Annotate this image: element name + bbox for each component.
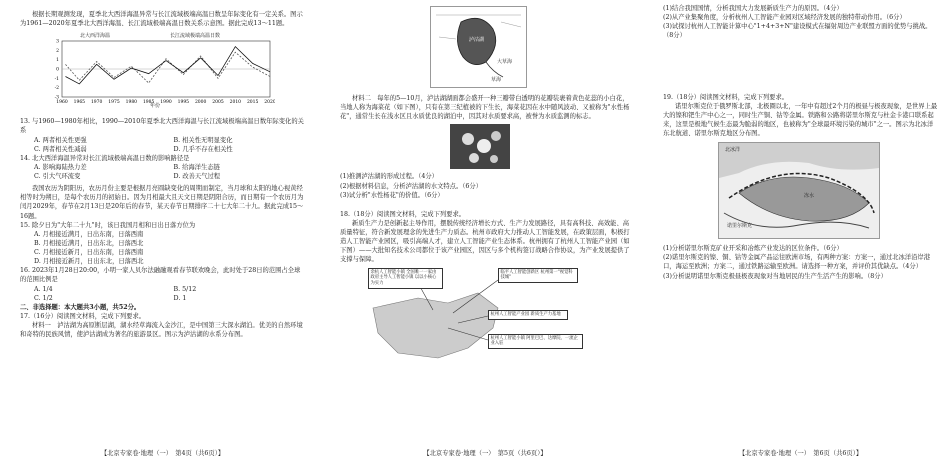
q13-opt-b[interactable]: B. 相关性无明显变化 [173,136,233,144]
q14-options [20,163,305,181]
x-tick-label: 2005 [212,100,224,106]
legend-a: 北大西洋海温 [80,33,111,40]
intro-text: 根据长期观测发现，夏季北大西洋海温异常与长江流域极端高温日数呈年际变化有一定关系。图示为1961—2020年夏季北大西洋海温、长江流域极端高温日数关系示意图。据此完成13～11题。 [20,11,303,28]
q16: 16. 2023年1月28日20:00，小明一家人贝尔法融融观看春节联欢晚会，此时处于28日的范围占全球的范围比例是 [20,267,301,284]
y-tick-label: -3 [54,95,59,101]
q16-opt-b[interactable]: B. 5/12 [173,285,197,293]
y-tick-label: 2 [56,49,59,55]
norilsk-map [718,142,880,239]
y-tick-label: -2 [54,86,59,92]
q14: 14. 北大西洋海温异常对长江流域极端高温日数的影响路径是 [20,154,190,162]
q18-2: (2)从产业集聚角度，分析杭州人工智能产业园对区域经济发展的独特带动作用。（6分） [663,14,906,22]
q15: 15. 除夕日为"大年二十九"时，该日我国月相和日出日落方位为 [20,221,196,229]
box-linping: 临平人工智能创新区 杭州第一"视觉科技城" [498,268,578,284]
passage-19: 诺里尔斯克位于俄罗斯北部，北极圈以北，一年中有超过2个月的极昼与极夜现象，是世界上最大的镍和钯生产中心之一，同时生产铜、钴等金属。铁路和公路将诺里尔斯克与杜金卡港口联系起来，这里是极地气候生态最为脆弱的地区，也被称为"全球最环境污染的城市"之一。图示为北冰洋东北航道、诺里尔斯克地区分布图。 [663,102,938,137]
x-tick-label: 1995 [177,100,190,106]
q17-2: (2)根据材料信息，分析泸沽湖的水文特点。（6分） [340,182,483,190]
q14-opt-d[interactable]: D. 改善天气过程 [173,173,221,180]
q19: 19.（18分）阅读图文材料，完成下列要求。 [663,93,789,101]
q15-opt-a[interactable]: A. 月相接近满月，日出东南，日落西南 [34,230,144,238]
box-town: 杭州人工智能小镇 阿里巴巴、达摩院、一流企业入驻 [488,334,583,350]
q17: 17.（16分）阅读图文材料，完成下列要求。 [20,312,146,320]
q17-3: (3)试分析"水性杨花"的价值。（6分） [340,191,444,199]
q18: 18.（18分）阅读图文材料，完成下列要求。 [340,210,466,218]
x-tick-label: 2000 [194,100,207,106]
map-label-lake: 泸沽湖 [469,37,485,43]
map-label-norilsk: 诺里尔斯克 [727,223,753,230]
footer-page-6: 【北京专家卷·地理（一） 第6页（共6页）】 [738,449,863,457]
q18-3: (3)试探讨杭州人工智能计算中心"1+4+3+N"建设模式在辐射周边产业联盟方面的优势与挑战。（8分） [663,23,932,40]
x-tick-label: 1970 [90,100,103,106]
y-tick-label: 1 [56,58,59,64]
page-4 [20,0,305,467]
q13-opt-c[interactable]: C. 两者相关性减弱 [34,145,87,153]
q18-1: (1)结合我国国情，分析我国大力发展新质生产力的原因。（4分） [663,5,843,12]
q14-opt-c[interactable]: C. 引大气环流变 [34,173,81,180]
q19-3: (3)分析说明诺里尔斯克极昼极夜现象对当地居民的生产生活产生的影响。（8分） [663,272,887,280]
x-tick-label: 2020 [264,100,275,106]
climate-chart [40,31,275,111]
y-tick-label: 3 [56,39,59,45]
water-flower-photo [450,124,510,169]
page-6 [663,0,938,467]
map-label-arctic: 北冰洋 [725,147,741,154]
series-line-2 [65,47,270,84]
q13-opt-d[interactable]: D. 几乎不存在相关性 [173,145,233,153]
x-tick-label: 2015 [246,100,259,106]
x-tick-label: 1980 [125,100,138,106]
page-5 [340,0,630,467]
q16-opt-c[interactable]: C. 1/2 [34,294,53,302]
q13-opt-a[interactable]: A. 两者相关性更强 [34,136,87,144]
lugu-lake-map [430,6,527,88]
y-tick-label: 0 [56,67,59,73]
q13-options [20,136,305,154]
passage-18: 新质生产力是创新起主导作用，摆脱传统经济增长方式、生产力发展路径，具有高科技、高效能、高质量特征，符合新发展理念的先进生产力质态。杭州市政府大力推动人工智能发展，在政策层面，积极打造人工智能产业园区，吸引高端人才，建立人工智能产业生态体系。杭州拥有了杭州人工智能产业园（如下图）——大批知名技术公司都位于该产业园区，因区与多个机构签订战略合作协议，为产业发展提供了支撑与保障。 [340,219,630,264]
q13: 13. 与1960—1980年相比，1990—2010年夏季北大西洋海温与长江流域极端高温日数年际变化的关系 [20,118,304,135]
map-label-outlet: 草海 [491,77,502,83]
passage-2: 我国农历为阴阳历，农历月份主要是根据月亮圆缺变化的周期而制定，当月球和太阳的地心视黄经相等时为朔日，是每个农历月的初始日。因为月相最大且天文日期是阴阳合历，而日期有一个农历月为闰月2029年，春节在2月13日是20年后的春节，某天春节日期排序二十七大年二十九。据此完成15～16题。 [20,185,304,220]
lake-map-svg [431,7,526,87]
q16-opt-d[interactable]: D. 1 [173,294,187,302]
q16-opt-a[interactable]: A. 1/4 [34,285,53,293]
q17-1: (1)推测泸沽湖的形成过程。（4分） [340,173,438,181]
q14-opt-a[interactable]: A. 影响海陆热力差 [34,163,87,171]
y-tick-label: -1 [54,77,59,83]
series-line-1 [65,52,270,83]
q15-opt-c[interactable]: C. 月相接近新月，日出东南，日落西南 [34,249,144,256]
q16-options [20,285,305,303]
q15-opt-b[interactable]: B. 月相接近满月，日出东北，日落西北 [34,239,144,247]
hangzhou-ai-map [358,268,608,363]
chart-xlabel: 年份 [150,103,161,110]
material-2: 材料二 每年的5—10月，泸沽湖湖面都会盛开一种三瓣带白透明的花瓣装裹着黄色花蕊的小白花，当地人称为海菜花（如下图），只有在第三纪植被的下生长，海菜花因在水中随风波动、又被称为"水性杨花"，通常生长在浅水区且水质优良的湖泊中，因其对水质要求高，被誉为水质监测的标志。 [340,95,630,121]
x-tick-label: 1975 [108,100,120,106]
material-1: 材料一 泸沽湖为高原断层湖，湖水经草海流入金沙江，是中国第三大深水湖泊。优美的自然环境和奇特的民族风情，使泸沽湖成为著名的旅游景区。图示为泸沽湖的水系分布图。 [20,322,303,339]
x-tick-label: 2010 [229,100,242,106]
q15-opt-d[interactable]: D. 月相接近新月，日出东北，日落西北 [34,258,144,266]
q15-options [20,230,305,267]
x-tick-label: 1990 [160,100,172,106]
q19-2: (2)诺里尔斯克的镍、铜、钴等金属产品运往欧洲市场，有两种方案：方案一，通过北冰洋沿岸港口，海运至欧洲；方案二，通过铁路运输至欧洲。请选择一种方案，并评价其优缺点。（4分） [663,254,931,271]
q19-1: (1)分析诺里尔斯克矿业开采和冶炼产业发达的区位条件。（6分） [663,245,843,253]
map-label-water: 冻水 [804,193,815,200]
chart-figure [40,31,275,111]
box-park: 杭州人工智能产业园 新质生产力基地 [488,310,568,320]
footer-page-5: 【北京专家卷·地理（一） 第5页（共6页）】 [423,449,547,457]
map-label-river: 大草海 [497,59,513,65]
x-tick-label: 1960 [56,100,68,106]
box-yuhang: 余杭人工智能小镇 全国唯一一家由政府主导人工智能小镇 以以小核心为实力 [368,268,443,289]
x-tick-label: 1985 [142,100,155,106]
x-tick-label: 1965 [73,100,86,106]
legend-b: 长江流域极端高温日数 [170,33,221,40]
footer-page-4: 【北京专家卷·地理（一） 第4页（共6页）】 [100,449,225,457]
q14-opt-b[interactable]: B. 给海洋生态链 [173,163,220,171]
section-2-heading: 二、非选择题：本大题共3小题，共52分。 [20,303,141,311]
